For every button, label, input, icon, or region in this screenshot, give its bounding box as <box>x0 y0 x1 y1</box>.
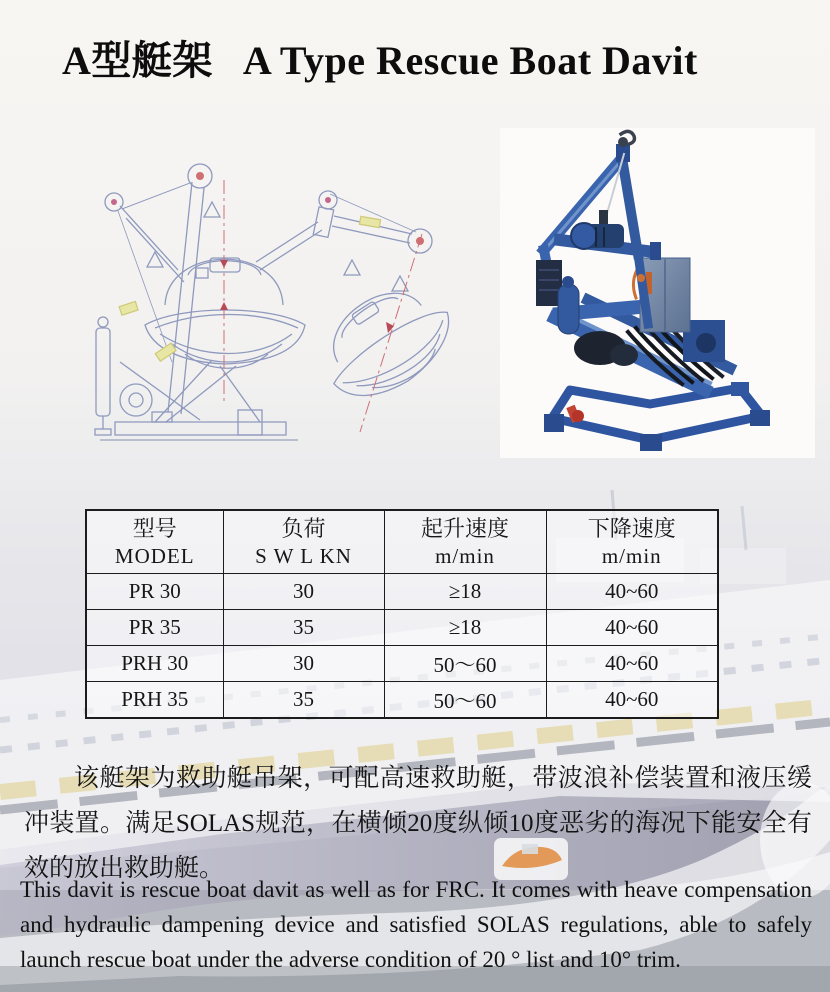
paragraph-english: This davit is rescue boat davit as well as for FRC. It comes with heave compensation and hydraulic dampening device and satisfied SOLAS regulations, able to safely launch rescue boat under the adverse condition of 20 ° list and 10° trim. <box>20 877 812 972</box>
page-title-chinese: A型艇架 <box>62 37 213 83</box>
paragraph-chinese: 该艇架为救助艇吊架，可配高速救助艇，带波浪补偿装置和液压缓冲装置。满足SOLAS规范，在横倾20度纵倾10度恶劣的海况下能安全有效的放出救助艇。 <box>24 765 812 882</box>
table-row <box>86 610 718 646</box>
page-title-english: A Type Rescue Boat Davit <box>242 37 698 83</box>
table-row <box>86 574 718 610</box>
spec-table <box>85 509 719 719</box>
cell-model: PR 30 <box>86 574 223 610</box>
header-model: 型号 MODEL <box>86 510 223 574</box>
cell-lower: 40~60 <box>546 682 718 719</box>
table-row <box>86 682 718 719</box>
cell-swl: 30 <box>223 646 384 682</box>
cell-model: PR 35 <box>86 610 223 646</box>
cell-lower: 40~60 <box>546 574 718 610</box>
cell-hoist: 50～60 <box>384 682 546 719</box>
spec-table-header-row <box>86 510 718 574</box>
header-swl: 负荷 S W L KN <box>223 510 384 574</box>
cell-hoist: ≥18 <box>384 574 546 610</box>
cell-model: PRH 30 <box>86 646 223 682</box>
drawing-right-assembly <box>256 191 467 432</box>
cell-lower: 40~60 <box>546 610 718 646</box>
table-row <box>86 646 718 682</box>
header-lower-speed: 下降速度 m/min <box>546 510 718 574</box>
cell-hoist: 50～60 <box>384 646 546 682</box>
davit-technical-drawing <box>60 110 480 455</box>
cell-model: PRH 35 <box>86 682 223 719</box>
davit-product-photo <box>500 128 815 458</box>
cell-swl: 35 <box>223 682 384 719</box>
cell-lower: 40~60 <box>546 646 718 682</box>
cell-swl: 30 <box>223 574 384 610</box>
page-title <box>62 35 802 87</box>
cell-swl: 35 <box>223 610 384 646</box>
cell-hoist: ≥18 <box>384 610 546 646</box>
header-hoist-speed: 起升速度 m/min <box>384 510 546 574</box>
drawing-left-assembly <box>95 164 305 440</box>
